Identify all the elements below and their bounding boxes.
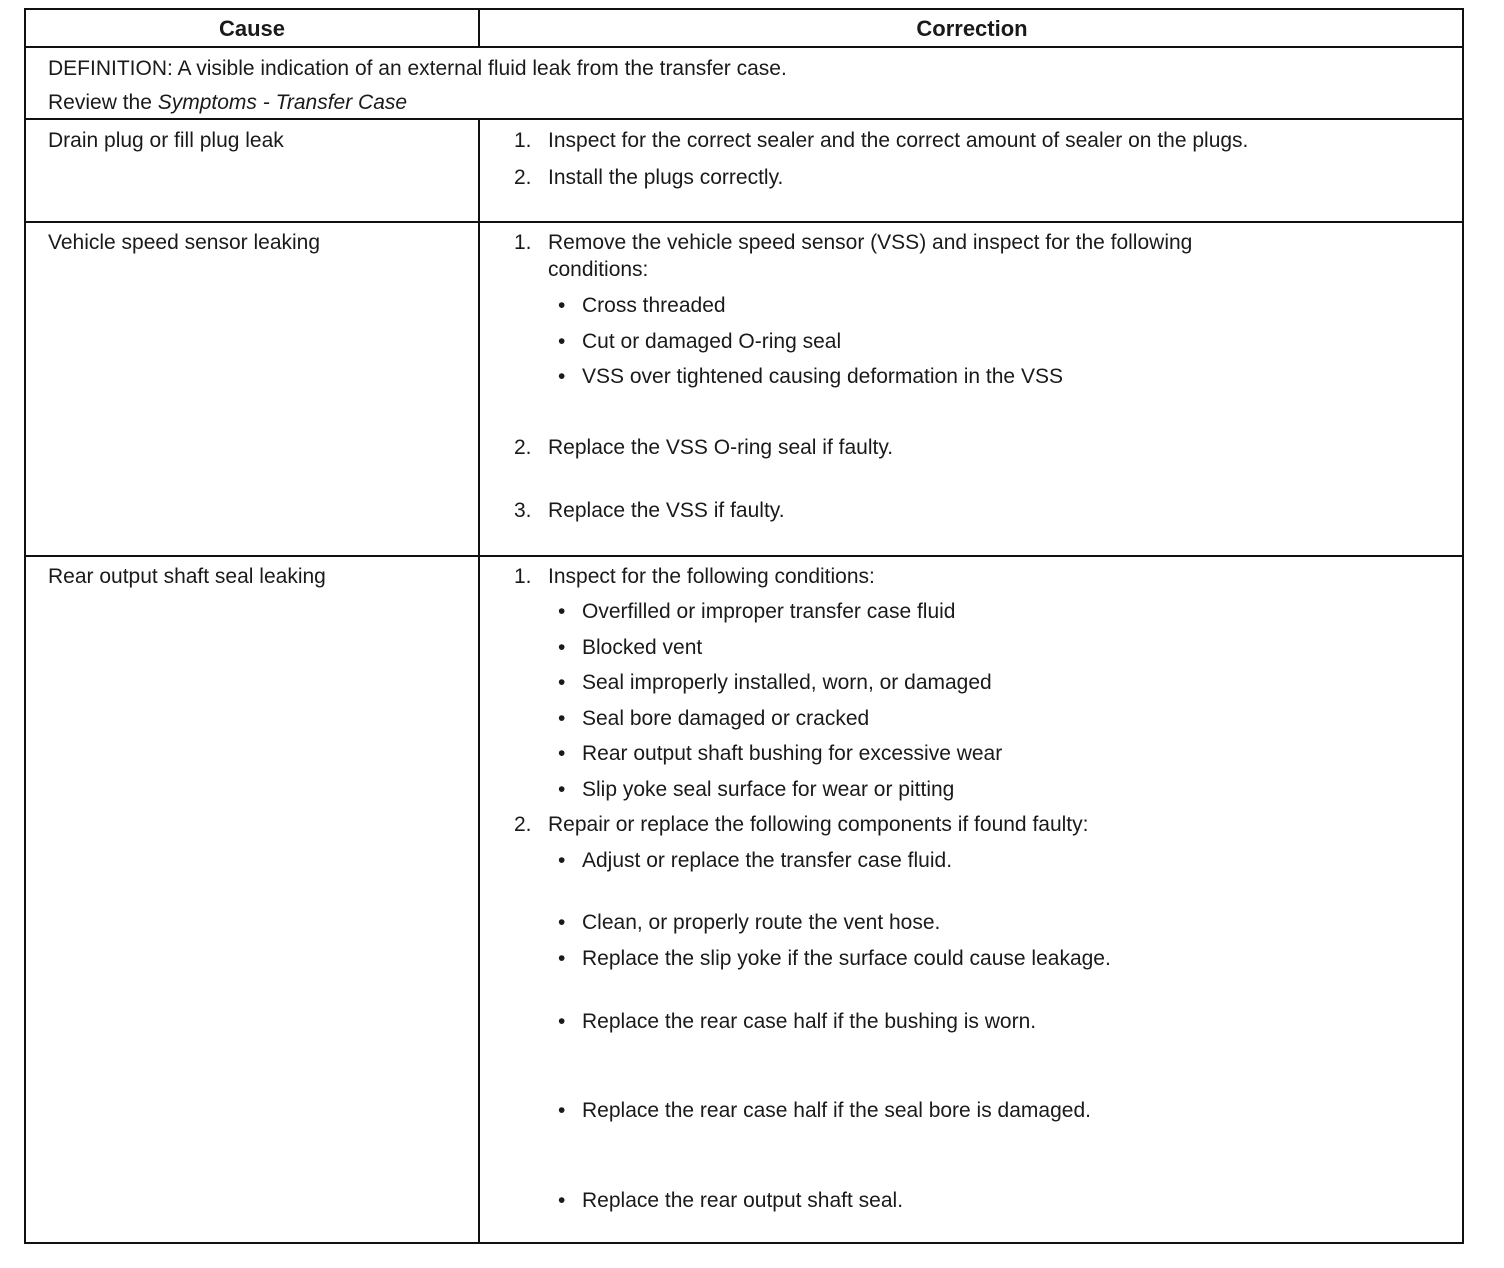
- step-number: 2.: [514, 436, 532, 459]
- bullet-item: • Adjust or replace the transfer case fluid.: [582, 848, 952, 874]
- bullet-item: • Replace the rear output shaft seal.: [582, 1188, 903, 1214]
- bullet-item: • Clean, or properly route the vent hose.: [582, 910, 940, 936]
- bullet-item: • Cut or damaged O-ring seal: [582, 329, 841, 355]
- step-text: Install the plugs correctly.: [548, 166, 784, 189]
- bullet-item: • Slip yoke seal surface for wear or pitting: [582, 777, 954, 803]
- step-text: Replace the VSS O-ring seal if faulty.: [548, 436, 894, 459]
- definition-divider: [26, 118, 1462, 120]
- step-number: 2.: [514, 813, 532, 836]
- header-correction: Correction: [916, 16, 1028, 41]
- bullet-item: • VSS over tightened causing deformation in the VSS: [582, 364, 1063, 390]
- step-number: 3.: [514, 499, 532, 522]
- bullet-item: • Cross threaded: [582, 293, 726, 319]
- row1-divider: [26, 221, 1462, 223]
- cause-drain-plug: Drain plug or fill plug leak: [48, 129, 284, 152]
- step-number: 1.: [514, 231, 532, 254]
- cause-vss-leaking: Vehicle speed sensor leaking: [48, 231, 321, 254]
- step-text: Repair or replace the following components if found faulty:: [548, 813, 1089, 836]
- step-text: Inspect for the following conditions:: [548, 565, 875, 588]
- review-link[interactable]: Symptoms - Transfer Case: [157, 91, 408, 114]
- bullet-item: • Blocked vent: [582, 635, 702, 661]
- step-number: 1.: [514, 129, 532, 152]
- diagnostic-table: [24, 8, 1464, 1244]
- header-cause: Cause: [218, 16, 286, 41]
- bullet-item: • Replace the slip yoke if the surface could cause leakage.: [582, 946, 1111, 972]
- step-text: Inspect for the correct sealer and the correct amount of sealer on the plugs.: [548, 129, 1249, 152]
- definition-text: DEFINITION: A visible indication of an external fluid leak from the transfer case.: [48, 57, 787, 80]
- step-text-continued: conditions:: [548, 258, 649, 281]
- review-line: [48, 90, 407, 116]
- bullet-item: • Replace the rear case half if the seal bore is damaged.: [582, 1098, 1091, 1124]
- row2-divider: [26, 555, 1462, 557]
- bullet-item: • Seal bore damaged or cracked: [582, 706, 869, 732]
- bullet-item: • Overfilled or improper transfer case fluid: [582, 599, 955, 625]
- body-column-divider: [478, 118, 480, 1244]
- bullet-item: • Rear output shaft bushing for excessive wear: [582, 741, 1002, 767]
- bullet-item: • Replace the rear case half if the bushing is worn.: [582, 1009, 1036, 1035]
- cause-rear-output-seal: Rear output shaft seal leaking: [48, 565, 326, 588]
- step-text: Remove the vehicle speed sensor (VSS) and inspect for the following: [548, 231, 1193, 254]
- header-divider: [26, 46, 1462, 48]
- bullet-item: • Seal improperly installed, worn, or damaged: [582, 670, 992, 696]
- step-text: Replace the VSS if faulty.: [548, 499, 785, 522]
- step-number: 2.: [514, 166, 532, 189]
- step-number: 1.: [514, 565, 532, 588]
- review-prefix: Review the: [48, 91, 158, 114]
